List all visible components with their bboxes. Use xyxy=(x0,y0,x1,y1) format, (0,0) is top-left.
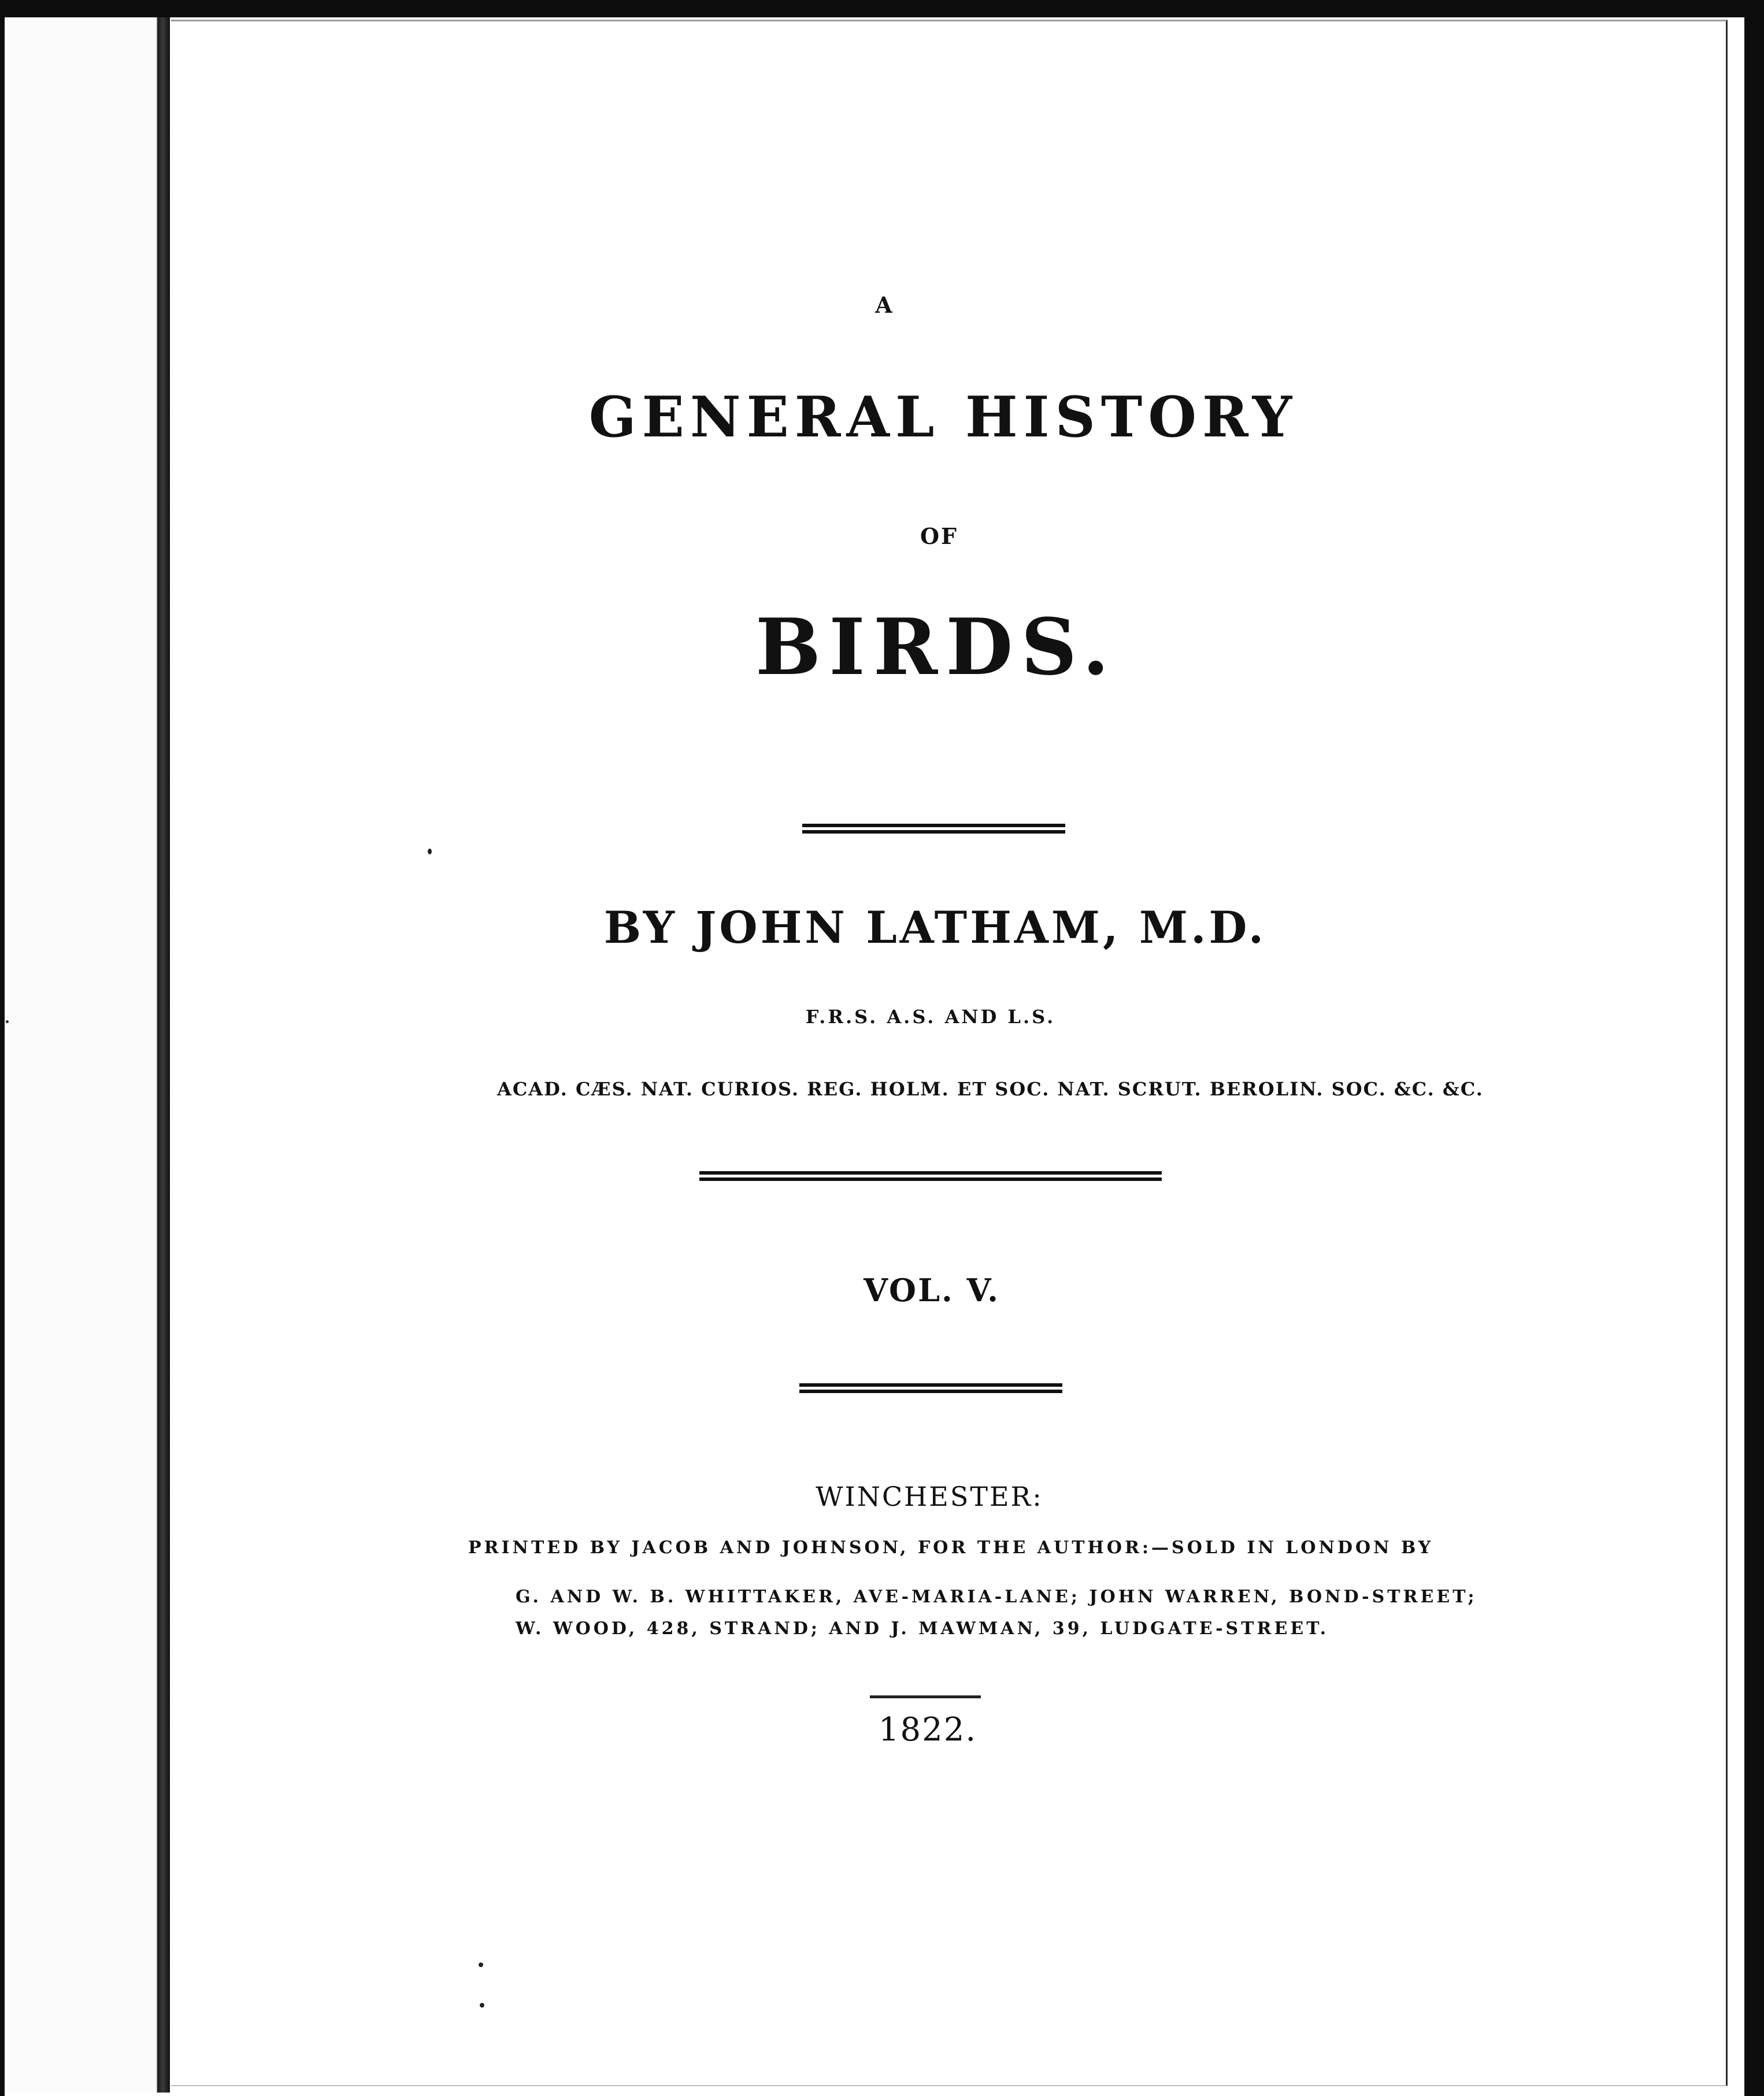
short-rule xyxy=(870,1695,981,1698)
societies-line: F.R.S. A.S. AND L.S. xyxy=(805,1006,1056,1028)
title-of: OF xyxy=(920,523,959,549)
double-rule-3 xyxy=(799,1383,1062,1393)
academies-line: ACAD. CÆS. NAT. CURIOS. REG. HOLM. ET SOC. NAT. SCRUT. BEROLIN. SOC. &C. &C. xyxy=(497,1078,1484,1100)
scan-border-left xyxy=(0,0,5,2096)
book-gutter xyxy=(157,17,170,2093)
title-line-2: BIRDS. xyxy=(755,601,1118,693)
author-line: BY JOHN LATHAM, M.D. xyxy=(603,902,1267,953)
imprint-line-3: W. WOOD, 428, STRAND; AND J. MAWMAN, 39, LUDGATE-STREET. xyxy=(516,1619,1329,1639)
ink-speck xyxy=(480,2003,484,2008)
double-rule-1 xyxy=(802,824,1065,834)
imprint-place: WINCHESTER: xyxy=(816,1481,1043,1512)
title-article: A xyxy=(875,292,894,318)
ink-speck xyxy=(6,1020,9,1023)
publication-year: 1822. xyxy=(878,1711,977,1749)
title-page-sheet xyxy=(171,20,1728,2086)
imprint-line-2: G. AND W. B. WHITTAKER, AVE-MARIA-LANE; JOHN WARREN, BOND-STREET; xyxy=(516,1587,1477,1607)
double-rule-2 xyxy=(699,1171,1162,1181)
imprint-line-1: PRINTED BY JACOB AND JOHNSON, FOR THE AUTHOR:—SOLD IN LONDON BY xyxy=(468,1538,1434,1558)
volume-number: VOL. V. xyxy=(864,1272,1000,1309)
ink-speck xyxy=(428,849,432,854)
scan-border-right xyxy=(1744,0,1764,2096)
scan-border-top xyxy=(0,0,1764,17)
facing-page-edge xyxy=(5,17,157,2093)
title-line-1: GENERAL HISTORY xyxy=(588,384,1298,450)
ink-speck xyxy=(479,1962,483,1967)
